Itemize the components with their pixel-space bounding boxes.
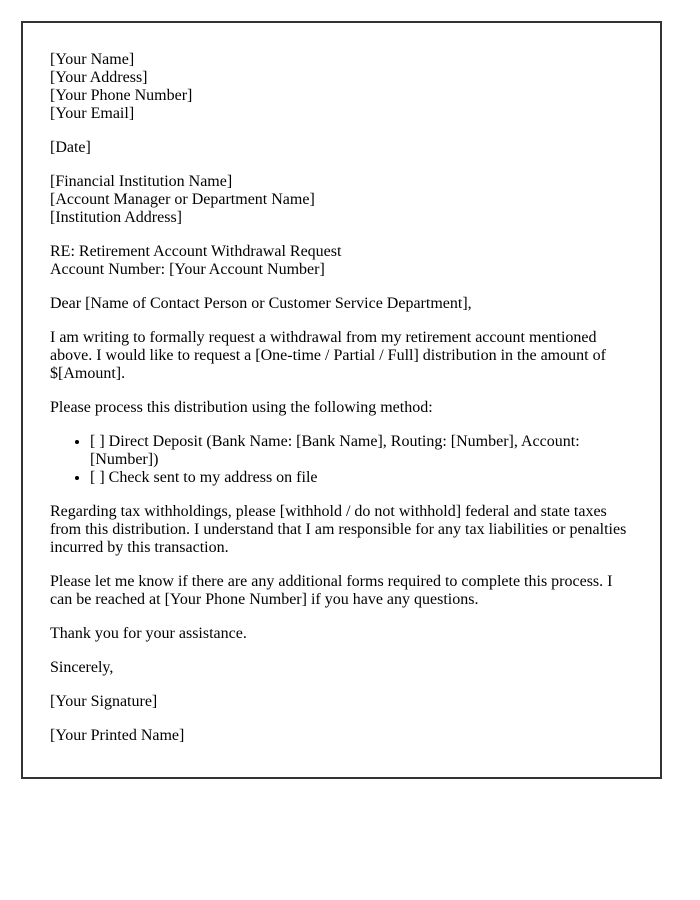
recipient-institution-line: [Financial Institution Name] — [50, 173, 233, 190]
salutation: Dear [Name of Contact Person or Customer Service Department], — [50, 295, 472, 312]
sender-address-line: [Your Address] — [50, 69, 148, 86]
sender-email-line: [Your Email] — [50, 105, 135, 122]
paragraph-thanks: Thank you for your assistance. — [50, 625, 247, 642]
letter-page — [21, 21, 662, 779]
method-options-list — [50, 433, 633, 487]
recipient-block — [50, 173, 633, 227]
paragraph-method-intro: Please process this distribution using the following method: — [50, 399, 433, 416]
printed-name-placeholder: [Your Printed Name] — [50, 727, 185, 744]
closing: Sincerely, — [50, 659, 114, 676]
date-line: [Date] — [50, 139, 91, 156]
method-option-direct-deposit: • [ ] Direct Deposit (Bank Name: [Bank Name], Routing: [Number], Account: [Number]) — [90, 433, 633, 469]
recipient-address-line: [Institution Address] — [50, 209, 182, 226]
sender-phone-line: [Your Phone Number] — [50, 87, 193, 104]
signature-placeholder: [Your Signature] — [50, 693, 158, 710]
paragraph-request: I am writing to formally request a withdrawal from my retirement account mentioned above. I would like to request a [One-time / Partial / Full] distribution in the amount of $[Amount]. — [50, 329, 606, 382]
subject-account-line: Account Number: [Your Account Number] — [50, 261, 325, 278]
recipient-manager-line: [Account Manager or Department Name] — [50, 191, 315, 208]
method-option-check: • [ ] Check sent to my address on file — [90, 469, 633, 487]
sender-block — [50, 51, 633, 123]
subject-block — [50, 243, 633, 279]
paragraph-tax: Regarding tax withholdings, please [withhold / do not withhold] federal and state taxes from this distribution. I understand that I am responsible for any tax liabilities or penalties incurred by this transaction. — [50, 503, 627, 556]
paragraph-forms: Please let me know if there are any additional forms required to complete this process. I can be reached at [Your Phone Number] if you have any questions. — [50, 573, 613, 608]
subject-re-line: RE: Retirement Account Withdrawal Request — [50, 243, 342, 260]
sender-name-line: [Your Name] — [50, 51, 135, 68]
